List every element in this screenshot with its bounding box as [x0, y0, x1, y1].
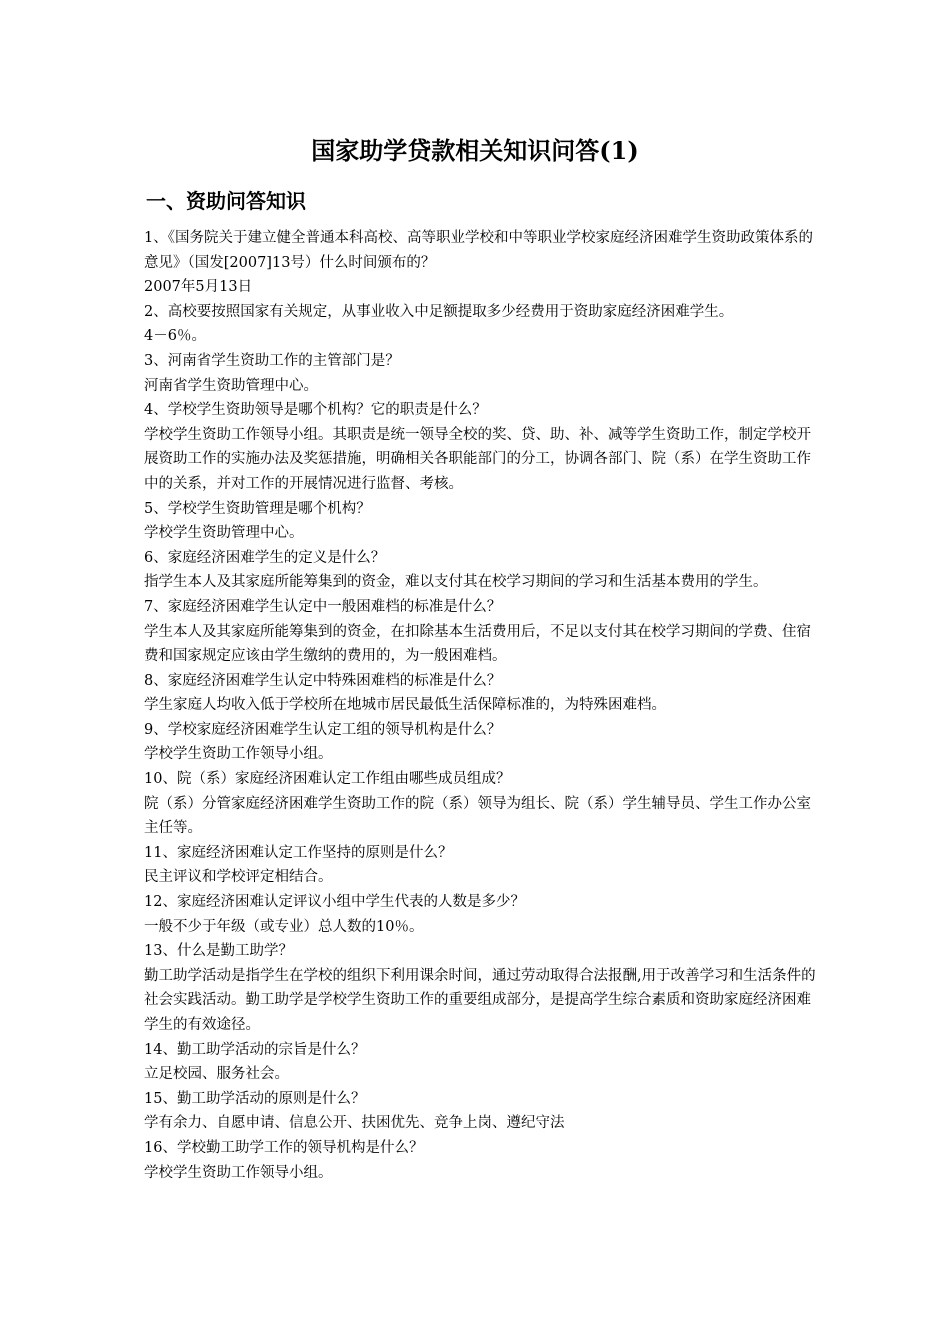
question: 6、家庭经济困难学生的定义是什么？: [144, 549, 386, 566]
answer: 学校学生资助工作领导小组。: [144, 1164, 333, 1181]
question: 12、家庭经济困难认定评议小组中学生代表的人数是多少？: [144, 894, 525, 911]
answer: 4－6％。: [144, 328, 206, 345]
answer: 学校学生资助工作领导小组。其职责是统一领导全校的奖、贷、助、补、减等学生资助工作，制定学校开展资助工作的实施办法及奖惩措施，明确相关各职能部门的分工，协调各部门、院（系）在学生资助工作中的关系，并对工作的开展情况进行监督、考核。: [144, 426, 811, 492]
question: 3、河南省学生资助工作的主管部门是？: [144, 352, 400, 369]
answer: 学校学生资助工作领导小组。: [144, 746, 333, 763]
answer: 一般不少于年级（或专业）总人数的10％。: [144, 918, 424, 935]
question: 5、学校学生资助管理是哪个机构？: [144, 500, 371, 517]
question: 9、学校家庭经济困难学生认定工组的领导机构是什么？: [144, 721, 502, 738]
section-heading: 一、资助问答知识: [146, 189, 306, 213]
answer: 勤工助学活动是指学生在学校的组织下利用课余时间，通过劳动取得合法报酬,用于改善学习和生活条件的社会实践活动。勤工助学是学校学生资助工作的重要组成部分，是提高学生综合素质和资助家庭经济困难学生的有效途径。: [144, 967, 816, 1033]
answer: 2007年5月13日: [144, 279, 253, 296]
question: 1、《国务院关于建立健全普通本科高校、高等职业学校和中等职业学校家庭经济困难学生资助政策体系的意见》（国发[2007]13号）什么时间颁布的？: [144, 230, 813, 271]
answer: 院（系）分管家庭经济困难学生资助工作的院（系）领导为组长、院（系）学生辅导员、学生工作办公室主任等。: [144, 795, 811, 837]
question: 11、家庭经济困难认定工作坚持的原则是什么？: [144, 844, 453, 861]
question: 8、家庭经济困难学生认定中特殊困难档的标准是什么？: [144, 672, 502, 689]
question: 4、学校学生资助领导是哪个机构？它的职责是什么？: [144, 402, 487, 419]
answer: 指学生本人及其家庭所能筹集到的资金，难以支付其在校学习期间的学习和生活基本费用的学生。: [144, 574, 768, 591]
qa-list: [144, 226, 824, 1185]
question: 10、院（系）家庭经济困难认定工作组由哪些成员组成？: [144, 771, 511, 788]
question: 13、什么是勤工助学？: [144, 943, 293, 960]
answer: 立足校园、服务社会。: [144, 1066, 289, 1083]
answer: 学生家庭人均收入低于学校所在地城市居民最低生活保障标准的，为特殊困难档。: [144, 697, 666, 714]
question: 7、家庭经济困难学生认定中一般困难档的标准是什么？: [144, 598, 502, 615]
answer: 民主评议和学校评定相结合。: [144, 869, 333, 886]
answer: 学生本人及其家庭所能筹集到的资金，在扣除基本生活费用后，不足以支付其在校学习期间的学费、住宿费和国家规定应该由学生缴纳的费用的，为一般困难档。: [144, 623, 811, 665]
answer: 学校学生资助管理中心。: [144, 525, 304, 542]
question: 16、学校勤工助学工作的领导机构是什么？: [144, 1139, 424, 1156]
answer: 河南省学生资助管理中心。: [144, 377, 318, 394]
answer: 学有余力、自愿申请、信息公开、扶困优先、竞争上岗、遵纪守法: [144, 1115, 565, 1132]
document-title: 国家助学贷款相关知识问答(1): [311, 136, 639, 165]
question: 15、勤工助学活动的原则是什么？: [144, 1090, 366, 1107]
question: 2、高校要按照国家有关规定，从事业收入中足额提取多少经费用于资助家庭经济困难学生。: [144, 303, 734, 320]
question: 14、勤工助学活动的宗旨是什么？: [144, 1041, 366, 1058]
